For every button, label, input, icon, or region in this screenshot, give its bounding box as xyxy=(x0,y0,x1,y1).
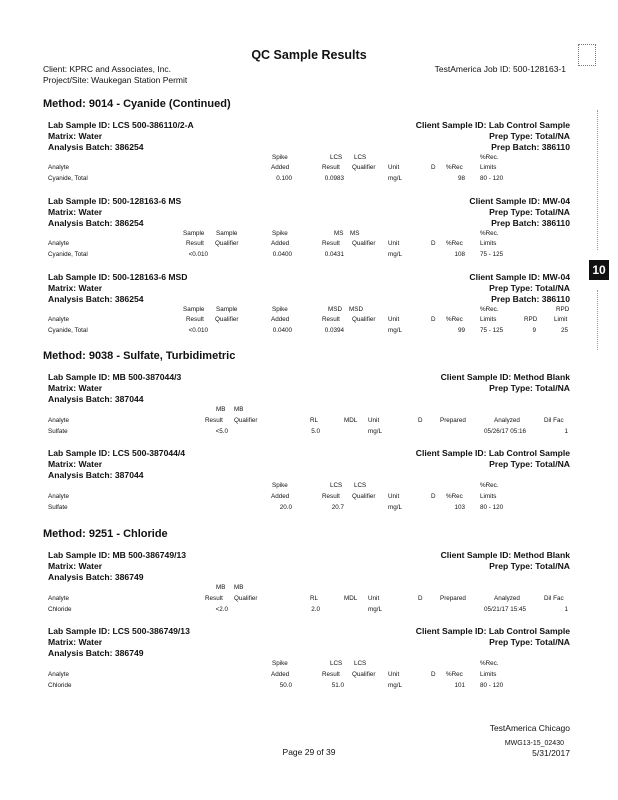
prep-type: Prep Type: Total/NA xyxy=(489,637,570,647)
col-header: D xyxy=(431,240,436,247)
cell-analyzed: 05/21/17 15:45 xyxy=(484,606,527,613)
col-header: Sample xyxy=(216,306,238,313)
section-tab: 10 xyxy=(589,260,609,280)
col-header: D xyxy=(431,316,436,323)
cell-added: 0.0400 xyxy=(272,251,292,258)
col-header: Analyzed xyxy=(494,417,520,424)
cell-analyte: Sulfate xyxy=(48,428,68,435)
col-header: %Rec. xyxy=(480,660,499,667)
col-header: MB xyxy=(216,406,226,413)
col-header: Analyte xyxy=(48,595,70,602)
cell-result: <2.0 xyxy=(215,606,228,613)
col-header: LCS xyxy=(330,660,343,667)
lab-sample-id: Lab Sample ID: MB 500-386749/13 xyxy=(48,550,187,560)
cell-rec: 103 xyxy=(454,504,465,511)
cell-analyte: Sulfate xyxy=(48,504,68,511)
col-header: %Rec. xyxy=(480,154,499,161)
col-header: Analyzed xyxy=(494,595,520,602)
col-header: MDL xyxy=(344,595,358,602)
lab-sample-id: Lab Sample ID: LCS 500-386110/2-A xyxy=(48,120,194,130)
client-sample-id: Client Sample ID: Lab Control Sample xyxy=(415,626,570,636)
qc-section-msd-cyanide xyxy=(48,272,570,342)
col-header: D xyxy=(418,595,423,602)
col-header: MS xyxy=(350,230,360,237)
qc-section-lcs-cyanide xyxy=(48,120,570,190)
col-header: %Rec xyxy=(446,164,463,171)
margin-marks xyxy=(597,290,604,350)
col-header: Spike xyxy=(272,154,288,161)
col-header: Analyte xyxy=(48,493,70,500)
margin-marks xyxy=(597,110,604,250)
col-header: LCS xyxy=(354,660,367,667)
col-header: %Rec. xyxy=(480,482,499,489)
lab-sample-id: Lab Sample ID: 500-128163-6 MSD xyxy=(48,272,188,282)
col-header: Unit xyxy=(368,417,380,424)
cell-analyte: Chloride xyxy=(48,606,72,613)
cell-unit: mg/L xyxy=(388,175,402,182)
prep-batch: Prep Batch: 386110 xyxy=(491,142,570,152)
prep-batch: Prep Batch: 386110 xyxy=(491,218,570,228)
prep-type: Prep Type: Total/NA xyxy=(489,207,570,217)
col-header: LCS xyxy=(330,154,343,161)
analysis-batch: Analysis Batch: 387044 xyxy=(48,394,144,404)
col-header: Result xyxy=(186,240,204,247)
footer-code: MWG13-15_02430 xyxy=(504,740,564,747)
cell-sample-result: <0.010 xyxy=(188,251,208,258)
col-header: MB xyxy=(234,584,244,591)
prep-type: Prep Type: Total/NA xyxy=(489,131,570,141)
cell-limits: 75 - 125 xyxy=(480,327,504,334)
col-header: %Rec xyxy=(446,240,463,247)
cell-dilfac: 1 xyxy=(564,428,568,435)
col-header: RPD xyxy=(524,316,538,323)
col-header: Spike xyxy=(272,482,288,489)
prep-type: Prep Type: Total/NA xyxy=(489,561,570,571)
qc-section-mb-chloride xyxy=(48,550,570,620)
job-id: TestAmerica Job ID: 500-128163-1 xyxy=(434,64,566,74)
col-header: Analyte xyxy=(48,417,70,424)
col-header: Analyte xyxy=(48,240,70,247)
col-header: Unit xyxy=(388,316,400,323)
cell-unit: mg/L xyxy=(388,251,402,258)
col-header: %Rec xyxy=(446,316,463,323)
method-title-cyanide: Method: 9014 - Cyanide (Continued) xyxy=(43,98,231,110)
cell-added: 0.100 xyxy=(276,175,292,182)
matrix: Matrix: Water xyxy=(48,561,103,571)
col-header: Qualifier xyxy=(215,316,239,323)
col-header: RL xyxy=(310,417,319,424)
cell-rpd: 9 xyxy=(532,327,536,334)
col-header: Qualifier xyxy=(352,240,376,247)
cell-unit: mg/L xyxy=(388,327,402,334)
cell-unit: mg/L xyxy=(388,504,402,511)
client-sample-id: Client Sample ID: Method Blank xyxy=(440,550,570,560)
col-header: MB xyxy=(234,406,244,413)
client-sample-id: Client Sample ID: Lab Control Sample xyxy=(415,120,570,130)
col-header: MSD xyxy=(349,306,363,313)
cell-limits: 80 - 120 xyxy=(480,175,504,182)
cell-sample-result: <0.010 xyxy=(188,327,208,334)
project-site: Project/Site: Waukegan Station Permit xyxy=(43,75,188,85)
qc-section-mb-sulfate xyxy=(48,372,570,442)
client-sample-id: Client Sample ID: Lab Control Sample xyxy=(415,448,570,458)
col-header: Dil Fac xyxy=(544,417,564,424)
cell-limits: 75 - 125 xyxy=(480,251,504,258)
qc-section-lcs-sulfate xyxy=(48,448,570,518)
client-sample-id: Client Sample ID: Method Blank xyxy=(440,372,570,382)
client-name: Client: KPRC and Associates, Inc. xyxy=(43,64,172,74)
prep-type: Prep Type: Total/NA xyxy=(489,459,570,469)
col-header: Result xyxy=(322,493,340,500)
col-header: Result xyxy=(322,164,340,171)
col-header: D xyxy=(431,493,436,500)
cell-result: 51.0 xyxy=(331,682,344,689)
cell-rec: 108 xyxy=(454,251,465,258)
col-header: D xyxy=(418,417,423,424)
col-header: %Rec xyxy=(446,671,463,678)
col-header: Qualifier xyxy=(215,240,239,247)
col-header: MB xyxy=(216,584,226,591)
cell-result: 0.0431 xyxy=(324,251,344,258)
cell-dilfac: 1 xyxy=(564,606,568,613)
barcode-mark xyxy=(578,44,596,66)
col-header: Unit xyxy=(368,595,380,602)
analysis-batch: Analysis Batch: 386749 xyxy=(48,572,144,582)
prep-batch: Prep Batch: 386110 xyxy=(491,294,570,304)
col-header: Qualifier xyxy=(234,595,258,602)
cell-added: 50.0 xyxy=(279,682,292,689)
col-header: Result xyxy=(322,671,340,678)
page-number: Page 29 of 39 xyxy=(282,747,336,757)
cell-rl: 2.0 xyxy=(311,606,320,613)
col-header: Result xyxy=(205,595,223,602)
col-header: Sample xyxy=(216,230,238,237)
col-header: Spike xyxy=(272,306,288,313)
cell-rec: 98 xyxy=(457,175,465,182)
cell-result: 0.0983 xyxy=(324,175,344,182)
col-header: Unit xyxy=(388,240,400,247)
method-title-sulfate: Method: 9038 - Sulfate, Turbidimetric xyxy=(43,350,236,362)
matrix: Matrix: Water xyxy=(48,637,103,647)
analysis-batch: Analysis Batch: 386254 xyxy=(48,142,144,152)
col-header: Unit xyxy=(388,493,400,500)
col-header: Spike xyxy=(272,660,288,667)
col-header: Unit xyxy=(388,164,400,171)
cell-analyte: Cyanide, Total xyxy=(48,327,88,334)
analysis-batch: Analysis Batch: 386749 xyxy=(48,648,144,658)
col-header: Prepared xyxy=(440,595,466,602)
method-title-chloride: Method: 9251 - Chloride xyxy=(43,528,168,540)
col-header: Limits xyxy=(480,316,497,323)
cell-rl: 5.0 xyxy=(311,428,320,435)
cell-added: 20.0 xyxy=(279,504,292,511)
qc-section-lcs-chloride xyxy=(48,626,570,696)
cell-analyte: Cyanide, Total xyxy=(48,175,88,182)
cell-rpd-limit: 25 xyxy=(560,327,568,334)
footer-date: 5/31/2017 xyxy=(532,748,570,758)
analysis-batch: Analysis Batch: 387044 xyxy=(48,470,144,480)
col-header: D xyxy=(431,164,436,171)
matrix: Matrix: Water xyxy=(48,207,103,217)
analysis-batch: Analysis Batch: 386254 xyxy=(48,218,144,228)
col-header: Limits xyxy=(480,164,497,171)
cell-added: 0.0400 xyxy=(272,327,292,334)
matrix: Matrix: Water xyxy=(48,283,103,293)
col-header: Sample xyxy=(183,306,205,313)
client-sample-id: Client Sample ID: MW-04 xyxy=(469,196,570,206)
analysis-batch: Analysis Batch: 386254 xyxy=(48,294,144,304)
col-header: Qualifier xyxy=(352,671,376,678)
cell-unit: mg/L xyxy=(368,428,382,435)
col-header: Qualifier xyxy=(352,493,376,500)
col-header: Limit xyxy=(554,316,568,323)
col-header: Result xyxy=(322,316,340,323)
matrix: Matrix: Water xyxy=(48,459,103,469)
cell-result: 0.0394 xyxy=(324,327,344,334)
cell-analyte: Chloride xyxy=(48,682,72,689)
col-header: Limits xyxy=(480,671,497,678)
col-header: Limits xyxy=(480,240,497,247)
cell-limits: 80 - 120 xyxy=(480,504,504,511)
col-header: Limits xyxy=(480,493,497,500)
cell-rec: 101 xyxy=(454,682,465,689)
col-header: MDL xyxy=(344,417,358,424)
lab-sample-id: Lab Sample ID: LCS 500-386749/13 xyxy=(48,626,190,636)
cell-rec: 99 xyxy=(457,327,465,334)
prep-type: Prep Type: Total/NA xyxy=(489,383,570,393)
col-header: Unit xyxy=(388,671,400,678)
lab-sample-id: Lab Sample ID: LCS 500-387044/4 xyxy=(48,448,186,458)
cell-result: 20.7 xyxy=(331,504,344,511)
col-header: Added xyxy=(271,493,290,500)
col-header: MS xyxy=(334,230,344,237)
cell-unit: mg/L xyxy=(368,606,382,613)
cell-analyzed: 05/26/17 05:16 xyxy=(484,428,527,435)
col-header: Result xyxy=(322,240,340,247)
col-header: Qualifier xyxy=(352,316,376,323)
col-header: RL xyxy=(310,595,319,602)
col-header: Added xyxy=(271,671,290,678)
col-header: Result xyxy=(186,316,204,323)
matrix: Matrix: Water xyxy=(48,383,103,393)
col-header: LCS xyxy=(354,154,367,161)
col-header: %Rec. xyxy=(480,230,499,237)
footer-lab: TestAmerica Chicago xyxy=(489,723,570,733)
prep-type: Prep Type: Total/NA xyxy=(489,283,570,293)
col-header: %Rec xyxy=(446,493,463,500)
col-header: LCS xyxy=(354,482,367,489)
col-header: Analyte xyxy=(48,671,70,678)
col-header: Qualifier xyxy=(352,164,376,171)
col-header: LCS xyxy=(330,482,343,489)
lab-sample-id: Lab Sample ID: 500-128163-6 MS xyxy=(48,196,182,206)
col-header: Sample xyxy=(183,230,205,237)
col-header: Prepared xyxy=(440,417,466,424)
client-sample-id: Client Sample ID: MW-04 xyxy=(469,272,570,282)
col-header: Analyte xyxy=(48,164,70,171)
col-header: D xyxy=(431,671,436,678)
cell-result: <5.0 xyxy=(215,428,228,435)
page-title: QC Sample Results xyxy=(251,48,367,62)
matrix: Matrix: Water xyxy=(48,131,103,141)
cell-unit: mg/L xyxy=(388,682,402,689)
col-header: Result xyxy=(205,417,223,424)
col-header: Analyte xyxy=(48,316,70,323)
qc-section-ms-cyanide xyxy=(48,196,570,266)
lab-sample-id: Lab Sample ID: MB 500-387044/3 xyxy=(48,372,182,382)
col-header: Qualifier xyxy=(234,417,258,424)
cell-analyte: Cyanide, Total xyxy=(48,251,88,258)
col-header: Added xyxy=(271,164,290,171)
col-header: %Rec. xyxy=(480,306,499,313)
col-header: Spike xyxy=(272,230,288,237)
col-header: Dil Fac xyxy=(544,595,564,602)
col-header: MSD xyxy=(328,306,342,313)
col-header: Added xyxy=(271,316,290,323)
col-header: Added xyxy=(271,240,290,247)
col-header: RPD xyxy=(556,306,570,313)
cell-limits: 80 - 120 xyxy=(480,682,504,689)
